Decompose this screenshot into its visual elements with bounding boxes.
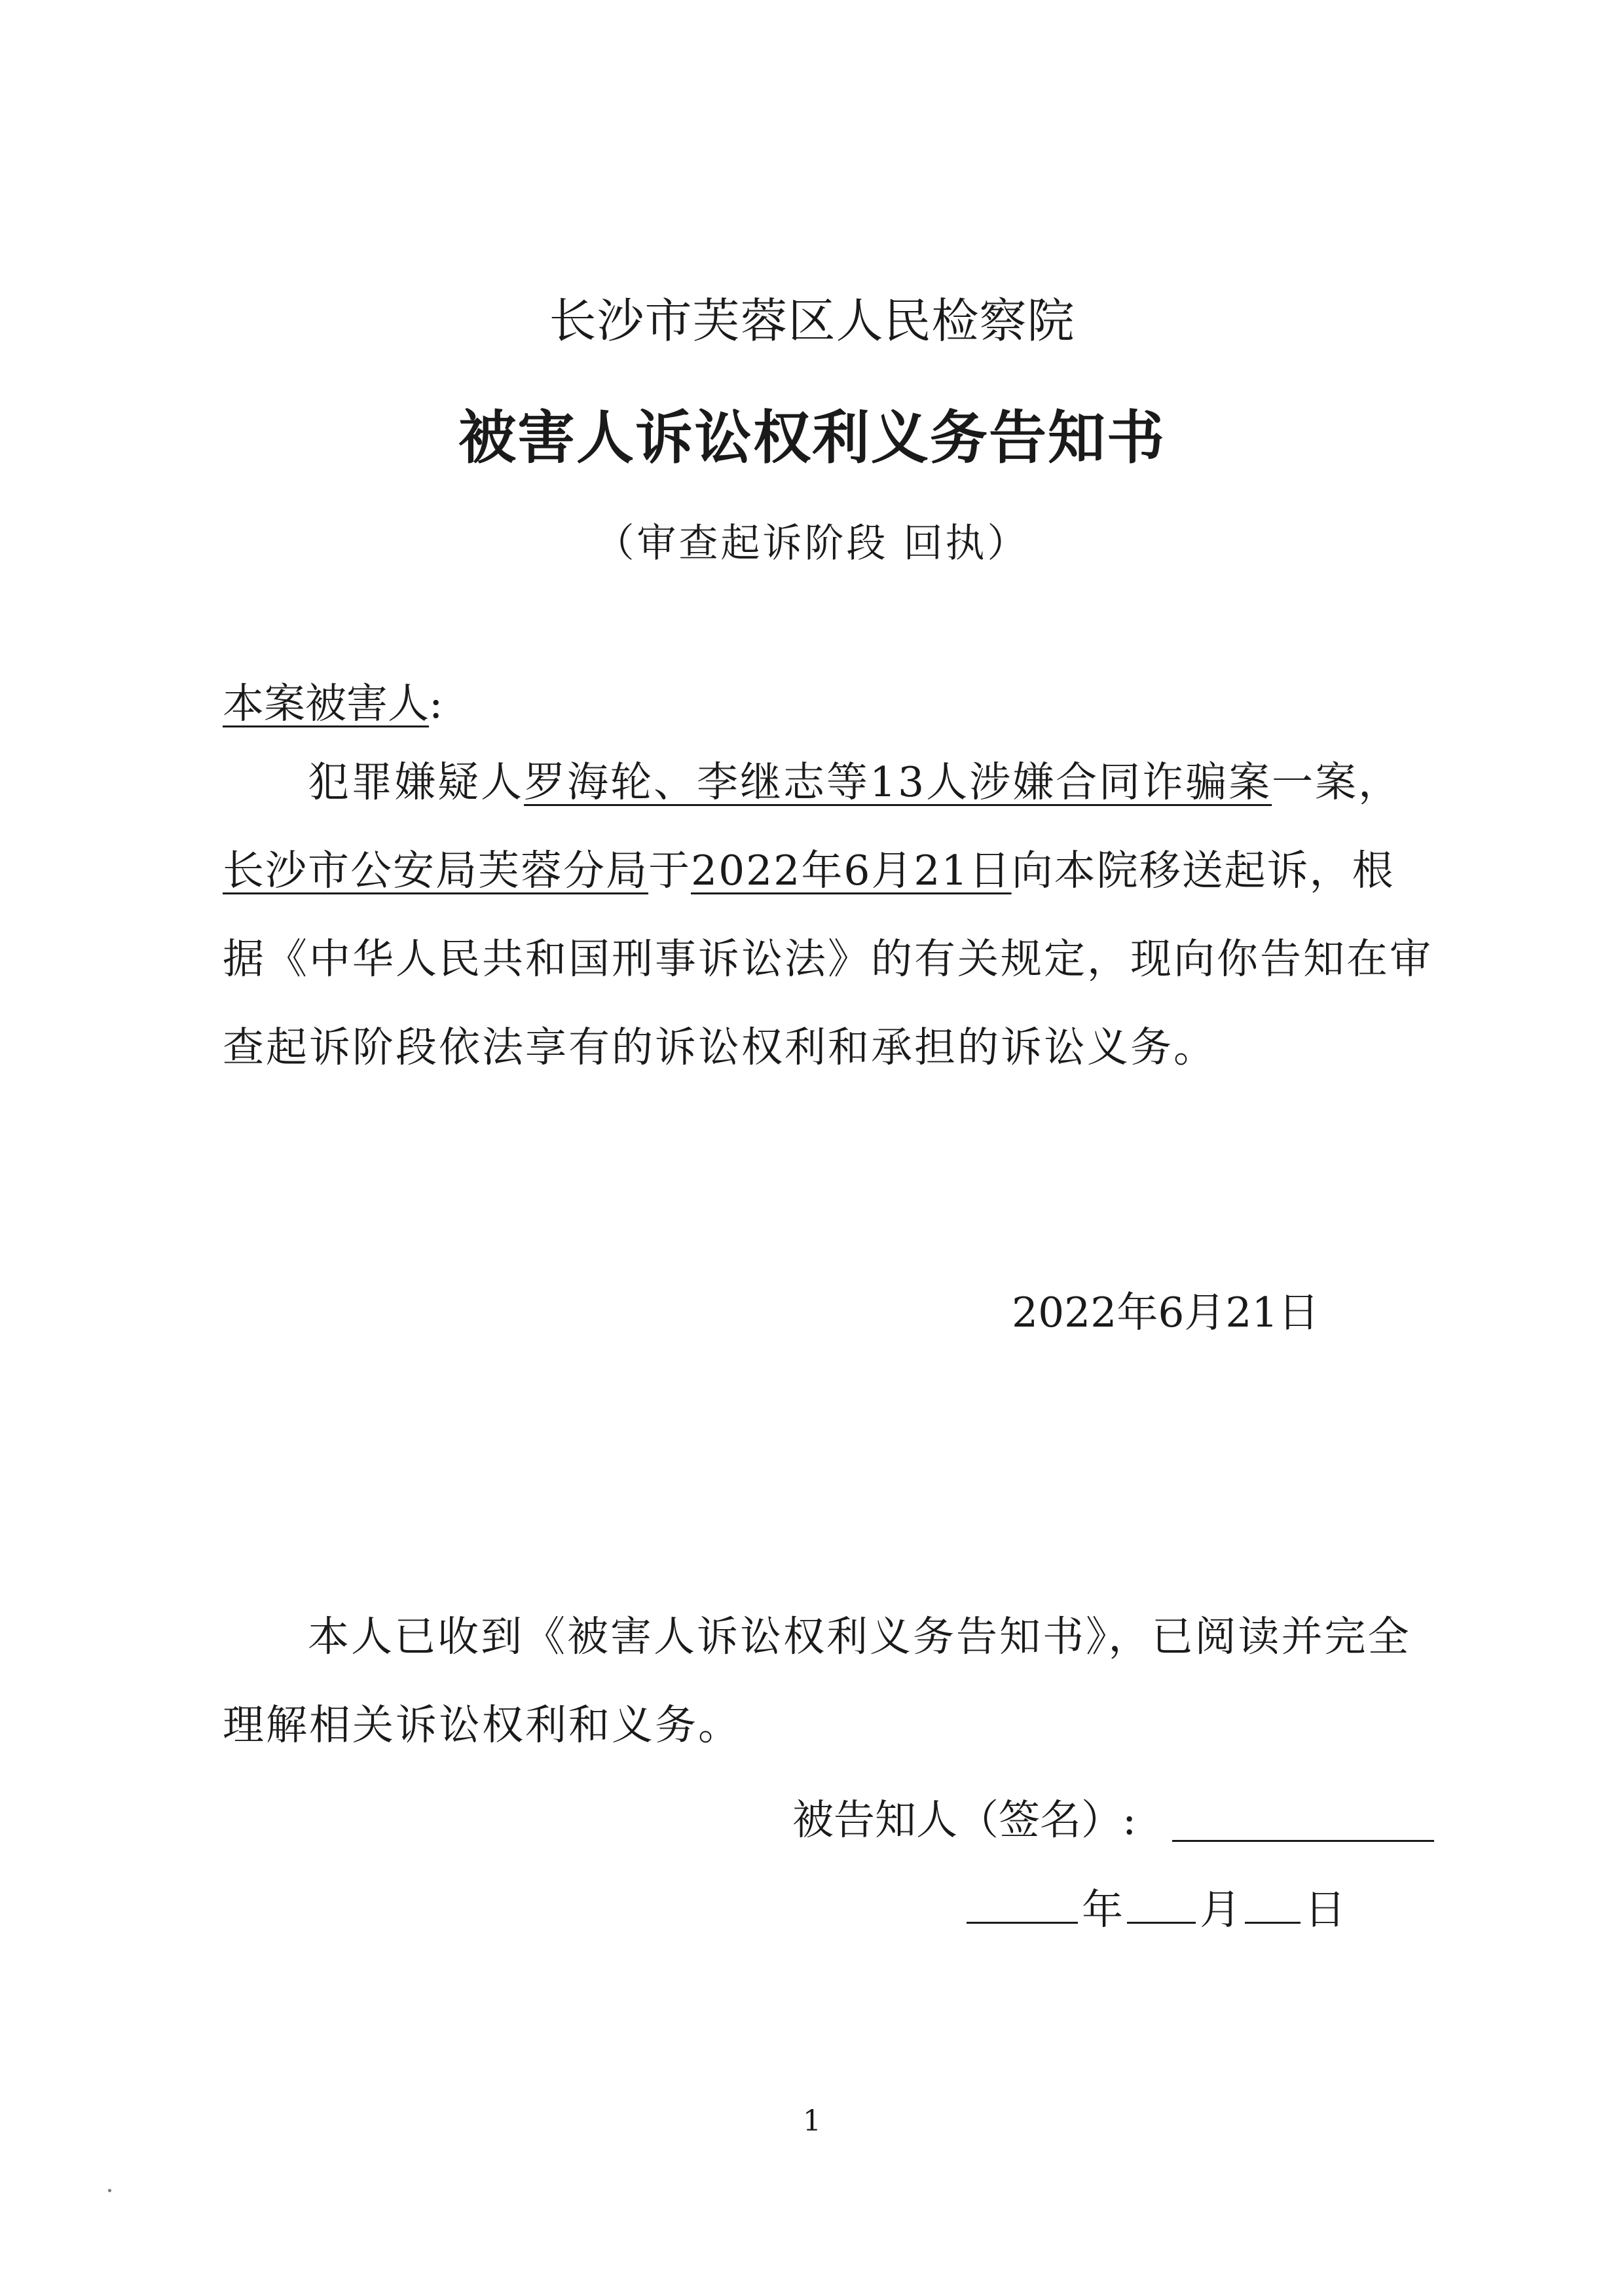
addressee-line: [223, 674, 443, 733]
signature-label: 被告知人（签名）:: [792, 1796, 1137, 1844]
agency-connector: 于: [648, 847, 691, 894]
month-blank[interactable]: [1127, 1876, 1196, 1924]
notice-paragraph-line-1: [308, 753, 1401, 812]
day-label: 日: [1304, 1886, 1346, 1934]
signature-line[interactable]: [1172, 1840, 1434, 1842]
transferring-agency: 长沙市公安局芙蓉分局: [223, 847, 648, 894]
receipt-paragraph-line-2: 理解相关诉讼权利和义务。: [223, 1701, 741, 1749]
page-number: 1: [803, 2104, 821, 2138]
notice-paragraph-line-4: 查起诉阶段依法享有的诉讼权利和承担的诉讼义务。: [223, 1023, 1217, 1071]
document-title: 被害人诉讼权利义务告知书: [458, 403, 1166, 471]
transfer-suffix: 向本院移送起诉，根: [1011, 847, 1395, 894]
transfer-date: 2022年6月21日: [691, 847, 1012, 894]
case-suffix: 一案，: [1272, 758, 1402, 806]
receipt-paragraph-line-1: 本人已收到《被害人诉讼权利义务告知书》，已阅读并完全: [308, 1613, 1411, 1661]
document-subtitle: （审查起诉阶段 回执）: [595, 521, 1029, 566]
month-label: 月: [1200, 1886, 1241, 1934]
signature-date-row: [963, 1876, 1346, 1939]
scan-speck: [108, 2189, 111, 2192]
procuratorate-name: 长沙市芙蓉区人民检察院: [549, 293, 1075, 348]
year-label: 年: [1082, 1886, 1123, 1934]
addressee-colon: :: [429, 680, 443, 727]
issue-date: 2022年6月21日: [1012, 1289, 1320, 1336]
suspect-prefix: 犯罪嫌疑人: [308, 758, 524, 806]
case-name: 罗海轮、李继志等13人涉嫌合同诈骗案: [524, 758, 1272, 806]
notice-paragraph-line-2: [223, 841, 1395, 900]
year-blank[interactable]: [967, 1876, 1078, 1924]
day-blank[interactable]: [1245, 1876, 1301, 1924]
addressee-label: 本案被害人: [223, 680, 429, 727]
notice-paragraph-line-3: 据《中华人民共和国刑事诉讼法》的有关规定，现向你告知在审: [223, 935, 1433, 983]
